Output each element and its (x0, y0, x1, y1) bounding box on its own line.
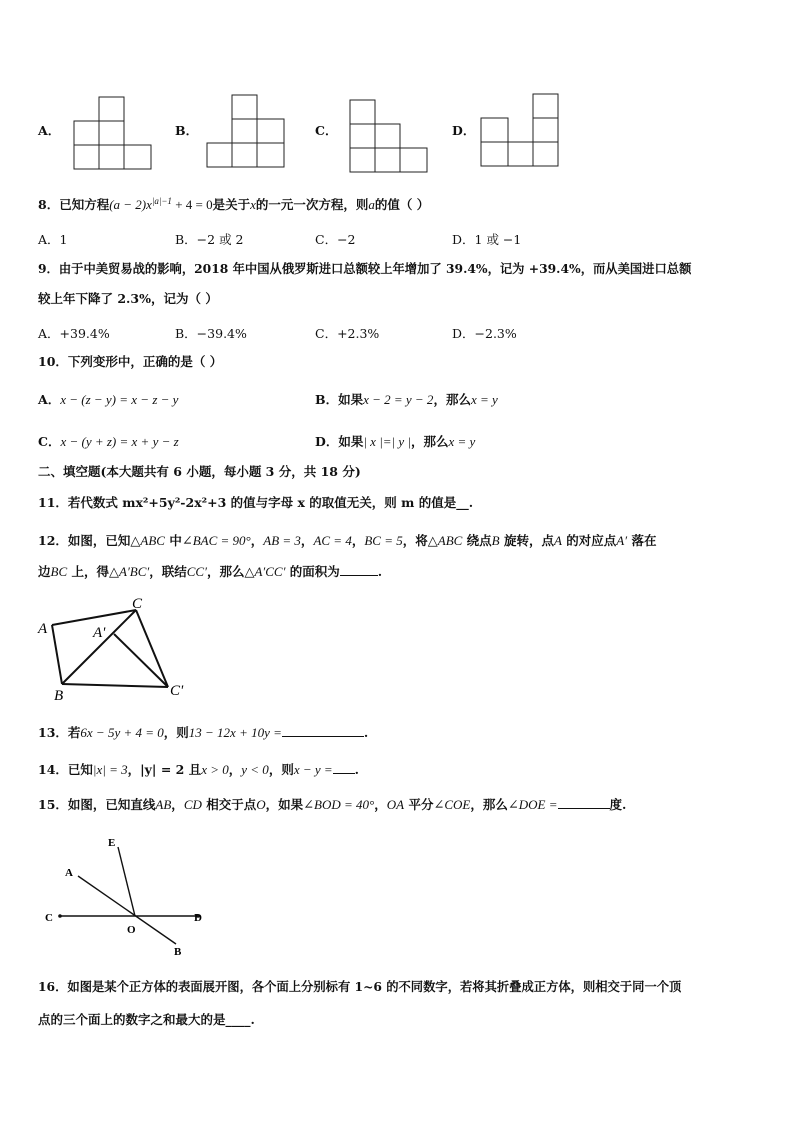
q7-option-c-label: C． (315, 123, 338, 138)
q10-option-d-result: x = y (448, 434, 476, 449)
q8-prefix: 8．已知方程 (38, 197, 110, 213)
q13-mid: ，则 (163, 725, 189, 740)
q12-math-7: B (491, 533, 500, 548)
q7-option-d-label: D． (452, 123, 476, 138)
question-15 (38, 796, 626, 813)
q12-text-11: 边 (38, 564, 51, 579)
q12-math-2: ∠BAC = 90° (181, 533, 251, 548)
fig12-label-b: B (54, 688, 64, 704)
q7-option-d-figure (479, 92, 563, 170)
q12-text-15: 的面积为 (285, 564, 340, 579)
q12-math-9: A′ (616, 533, 628, 548)
question-9-line-2: 较上年下降了 2.3%，记为（ ） (38, 291, 218, 306)
q14-cond-1: |x| = 3 (92, 762, 128, 777)
q12-answer-blank (340, 563, 378, 576)
q8-option-c: C．−2 (315, 232, 356, 247)
q12-text-13: ，联结 (149, 564, 187, 579)
q12-text-5: ， (351, 533, 365, 548)
q14-answer-blank (333, 761, 355, 774)
q15-text-5: ， (374, 797, 387, 812)
q7-option-b-label: B． (175, 123, 199, 138)
q13-end: . (363, 725, 369, 740)
q15-text-3: 相交于点 (201, 797, 257, 812)
question-9-line-1: 9．由于中美贸易战的影响，2018 年中国从俄罗斯进口总额较上年增加了 39.4%，记为 +39.4%，而从美国进口总额 (38, 261, 692, 276)
question-14 (38, 761, 359, 778)
q12-figure (30, 592, 200, 704)
q8-equation-tail: + 4 = 0 (171, 197, 213, 213)
q14-prefix: 14．已知 (38, 762, 93, 777)
fig15-label-b: B (174, 946, 182, 958)
q12-text-9: 的对应点 (561, 533, 617, 548)
q10-option-b-expr: x − 2 = y − 2 (363, 392, 434, 407)
q12-math-5: BC = 5 (364, 533, 403, 548)
q10-option-c-expr: x − (y + z) = x + y − z (60, 434, 179, 449)
q14-cond-2: ，|y| = 2 且 (127, 762, 202, 777)
question-8-stem (38, 193, 429, 213)
q8-option-a: A．1 (38, 232, 68, 247)
q9-option-d: D．−2.3% (452, 326, 517, 341)
q10-option-a (38, 390, 178, 408)
question-16-line-2: 点的三个面上的数字之和最大的是____. (38, 1012, 255, 1027)
q15-text-4: ，如果 (265, 797, 304, 812)
q12-text-12: 上，得 (67, 564, 109, 579)
q15-text-7: ，那么 (470, 797, 508, 812)
q10-option-d-label: D．如果 (315, 434, 364, 449)
q13-expr2: 13 − 12x + 10y = (188, 725, 282, 740)
fig15-label-o: O (127, 924, 136, 936)
q15-text-6: 平分 (404, 797, 434, 812)
q15-math-2: CD (183, 797, 202, 812)
q10-option-a-expr: x − (z − y) = x − z − y (60, 392, 179, 407)
q14-expr: x − y = (293, 762, 333, 777)
q10-option-d-expr: | x |=| y | (363, 434, 411, 449)
q15-math-7: ∠DOE = (507, 797, 558, 812)
q10-option-d-then: ，那么 (410, 434, 449, 449)
q14-cond-4: ， (228, 762, 242, 777)
q15-math-6: ∠COE (433, 797, 471, 812)
fig15-label-c: C (45, 912, 53, 924)
q8-mid: 是关于 (212, 197, 251, 213)
q15-math-4: ∠BOD = 40° (303, 797, 375, 812)
q12-text-14: ，那么 (206, 564, 245, 579)
q12-math-6: △ABC (427, 533, 463, 548)
q7-option-a-figure (72, 95, 154, 171)
question-13 (38, 724, 368, 741)
q12-text-6: ，将 (402, 533, 428, 548)
q12-text-3: ， (250, 533, 264, 548)
question-11: 11．若代数式 mx²+5y²-2x²+3 的值与字母 x 的取值无关，则 m 的值是__. (38, 495, 474, 510)
q14-cond-5: y < 0 (241, 762, 269, 777)
q12-math-13: △A′CC′ (244, 564, 286, 579)
q13-answer-blank (282, 724, 364, 737)
q12-text-7: 绕点 (462, 533, 492, 548)
q10-option-b-then: ，那么 (433, 392, 471, 407)
q13-expr: 6x − 5y + 4 = 0 (80, 725, 164, 740)
q8-end: 的值（ ） (374, 197, 430, 213)
q8-exponent: |a|−1 (151, 196, 172, 206)
question-12-line-1 (38, 533, 656, 549)
q10-option-a-label: A． (38, 392, 61, 407)
fig12-label-a: A (38, 621, 48, 637)
q9-option-b: B．−39.4% (175, 326, 247, 341)
q12-math-4: AC = 4 (313, 533, 352, 548)
q12-math-3: AB = 3 (263, 533, 301, 548)
q12-text-10: 落在 (627, 533, 657, 548)
q14-cond-6: ，则 (268, 762, 294, 777)
q12-text-4: ， (300, 533, 314, 548)
q10-option-c-label: C． (38, 434, 61, 449)
q12-math-11: △A′BC′ (109, 564, 150, 579)
q8-option-d: D．1 或 −1 (452, 232, 522, 247)
q9-option-a: A．+39.4% (38, 326, 110, 341)
q7-option-c-figure (348, 98, 430, 174)
q7-option-a-label: A． (38, 123, 61, 138)
q8-option-b: B．−2 或 2 (175, 232, 244, 247)
q9-option-c: C．+2.3% (315, 326, 380, 341)
fig12-label-c-prime: C' (170, 683, 184, 699)
q8-mid2: 的一元一次方程，则 (255, 197, 369, 213)
q12-math-1: △ABC (130, 533, 165, 548)
q12-math-8: A (553, 533, 562, 548)
q10-option-b-label: B．如果 (315, 392, 364, 407)
q14-end: . (354, 762, 360, 777)
q12-text-8: 旋转，点 (499, 533, 554, 548)
fig15-label-e: E (108, 837, 116, 849)
q13-prefix: 13．若 (38, 725, 81, 740)
question-16-line-1: 16．如图是某个正方体的表面展开图，各个面上分别标有 1~6 的不同数字，若将其折叠成正方体，则相交于同一个顶 (38, 979, 682, 994)
q10-option-c (38, 432, 179, 450)
fig15-label-a: A (65, 867, 73, 879)
q15-text-2: ， (171, 797, 184, 812)
question-10-stem: 10．下列变形中，正确的是（ ） (38, 354, 223, 369)
q10-option-b-result: x = y (470, 392, 498, 407)
q15-figure (38, 832, 218, 960)
q15-math-5: OA (386, 797, 405, 812)
q12-text-16: . (377, 564, 383, 579)
q8-var-x: x (250, 197, 256, 213)
q12-math-10: BC (50, 564, 68, 579)
q10-option-b (315, 390, 498, 408)
q7-option-b-figure (205, 93, 287, 169)
fig12-label-a-prime: A' (93, 625, 106, 641)
question-12-line-2 (38, 563, 382, 580)
q15-text-1: 15．如图，已知直线 (38, 797, 156, 812)
section-2-title: 二、填空题(本大题共有 6 小题，每小题 3 分，共 18 分) (38, 464, 361, 479)
q12-math-12: CC′ (186, 564, 207, 579)
q15-math-1: AB (155, 797, 172, 812)
q8-var-a: a (368, 197, 375, 213)
q15-answer-blank (558, 796, 610, 809)
q8-equation: (a − 2)x (109, 197, 152, 213)
q12-text-2: 中 (164, 533, 182, 548)
q10-option-d (315, 432, 475, 450)
fig15-label-d: D (194, 912, 202, 924)
q14-cond-3: x > 0 (201, 762, 229, 777)
q15-text-8: 度. (609, 797, 627, 812)
q12-text-1: 12．如图，已知 (38, 533, 131, 548)
q15-math-3: O (256, 797, 266, 812)
fig12-label-c: C (132, 596, 143, 612)
